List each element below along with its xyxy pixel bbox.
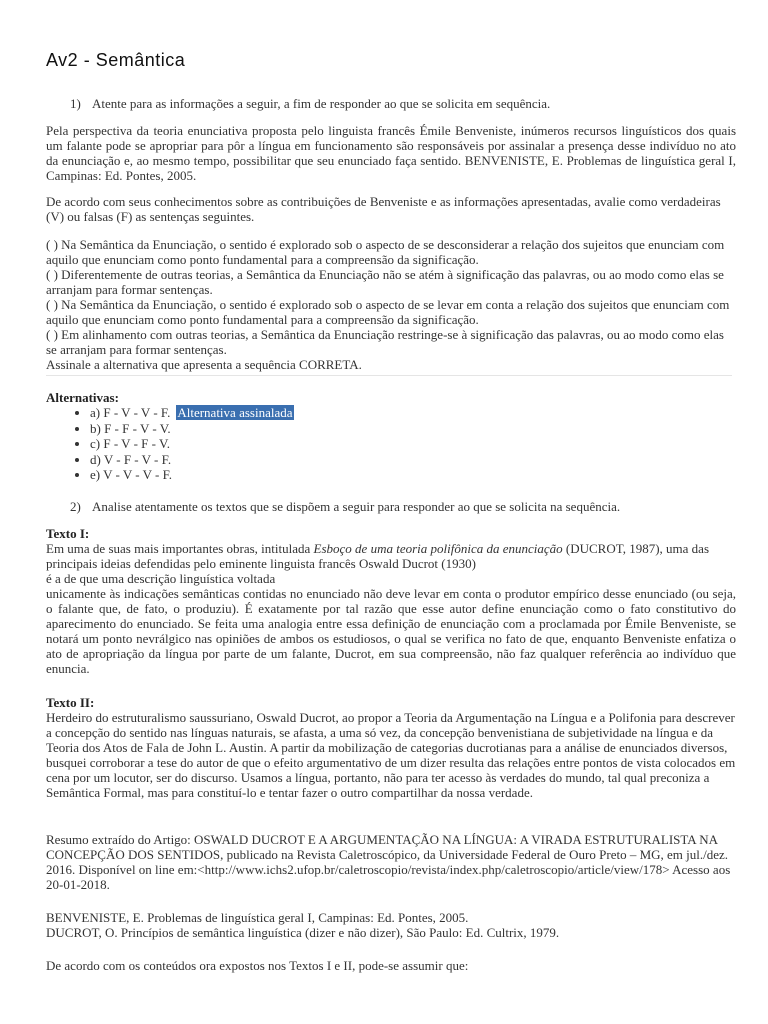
reference-ducrot: DUCROT, O. Princípios de semântica linguística (dizer e não dizer), São Paulo: Ed. Cultrix, 1979. [46,925,560,940]
divider [46,375,732,376]
statement-2: ( ) Diferentemente de outras teorias, a Semântica da Enunciação não se atém à significação das palavras, ou ao modo como elas se arranjam para formar sentenças. [46,267,724,297]
statement-1: ( ) Na Semântica da Enunciação, o sentido é explorado sob o aspecto de se desconsiderar a relação dos sujeitos que enunciam com aquilo que enunciam como ponto fundamental para a compreensão da significação. [46,237,725,267]
question-2-closing: De acordo com os conteúdos ora expostos nos Textos I e II, pode-se assumir que: [46,958,469,973]
reference-benveniste: BENVENISTE, E. Problemas de linguística geral I, Campinas: Ed. Pontes, 2005. [46,910,469,925]
texto-1-line: é a de que uma descrição linguística voltada [46,571,276,586]
question-2-prompt [70,499,730,514]
alternative-c[interactable]: • c) F - V - F - V. [90,436,294,452]
texto-1-intro: Em uma de suas mais importantes obras, intitulada Esboço de uma teoria polifônica da enunciação (DUCROT, 1987), uma das principais ideias defendidas pelo eminente linguista francês Oswald Ducrot (1930) [46,541,710,571]
question-1-prompt [70,96,730,111]
selected-answer-badge: Alternativa assinalada [177,405,293,420]
article-summary: Resumo extraído do Artigo: OSWALD DUCROT E A ARGUMENTAÇÃO NA LÍNGUA: A VIRADA ESTRUTURALISTA NA CONCEPÇÃO DOS SENTIDOS, publicado na Revista Caletroscópico, da Universidade Federal de Ouro Preto – MG, em jul./dez. 2016. Disponível on line em:<http://www.ichs2.ufop.br/caletroscopio/revista/index.php/caletroscopio/article/view/178> Acesso aos 20-01-2018. [46,832,731,892]
question-1-prompt-text: Atente para as informações a seguir, a fim de responder ao que se solicita em sequência. [92,96,551,111]
book-title: Esboço de uma teoria polifônica da enunciação [313,541,563,556]
question-2-number: 2) [70,499,81,514]
page-title: Av2 - Semântica [46,50,186,70]
question-1-context: Pela perspectiva da teoria enunciativa proposta pelo linguista francês Émile Benveniste, inúmeros recursos linguísticos dos quais um falante pode se apropriar para pôr a língua em funcionamento são responsáveis por assinalar a presença desse indivíduo no ato da enunciação e, ao mesmo tempo, possibilitar que seu enunciado faça sentido. BENVENISTE, E. Problemas de linguística geral I, Campinas: Ed. Pontes, 2005. [46,123,736,183]
alternatives-list [46,405,294,483]
question-1-final-instruction: Assinale a alternativa que apresenta a sequência CORRETA. [46,357,362,372]
alternative-b[interactable]: • b) F - F - V - V. [90,421,294,437]
statement-4: ( ) Em alinhamento com outras teorias, a Semântica da Enunciação restringe-se à significação das palavras, ou ao modo como elas se arranjam para formar sentenças. [46,327,724,357]
texto-2-label: Texto II: [46,695,95,710]
alternatives-label: Alternativas: [46,390,119,405]
texto-1-label: Texto I: [46,526,90,541]
statement-3: ( ) Na Semântica da Enunciação, o sentido é explorado sob o aspecto de se levar em conta a relação dos sujeitos que enunciam com aquilo que enunciam como ponto fundamental para a compreensão da significação. [46,297,730,327]
texto-1-body: unicamente às indicações semânticas contidas no enunciado não deve levar em conta o produtor empírico desse enunciado (ou seja, o falante que, de fato, o produziu). É exatamente por tal razão que esse autor define enunciação como o fato constitutivo do aparecimento do enunciado. Se feita uma analogia entre essa definição de enunciação com a proclamada por Émile Benveniste, se notará um ponto nevrálgico nas opiniões de ambos os estudiosos, o qual se verifica no fato de que, enquanto Benveniste enfatiza o ato de apropriação da língua por parte de um falante, Ducrot, em sua compreensão, não faz qualquer referência ao indivíduo que enuncia. [46,586,736,676]
alternative-e[interactable]: • e) V - V - V - F. [90,467,294,483]
question-2-prompt-text: Analise atentamente os textos que se dispõem a seguir para responder ao que se solicita na sequência. [92,499,621,514]
question-1-instructions: De acordo com seus conhecimentos sobre as contribuições de Benveniste e as informações apresentadas, avalie como verdadeiras (V) ou falsas (F) as sentenças seguintes. [46,194,721,224]
question-1-statements [46,237,736,372]
references [46,910,736,940]
alternative-d[interactable]: • d) V - F - V - F. [90,452,294,468]
texto-1 [46,526,736,676]
alternative-a[interactable]: • a) F - V - V - F. Alternativa assinalada [90,405,294,421]
texto-2-body: Herdeiro do estruturalismo saussuriano, Oswald Ducrot, ao propor a Teoria da Argumentação na Língua e a Polifonia para descrever a concepção do sentido nas línguas naturais, se afasta, a uma só vez, da concepção benvenistiana de subjetividade na língua e da Teoria dos Atos de Fala de John L. Austin. A partir da mobilização de categorias ducrotianas para a análise de enunciados diversos, busquei corroborar a tese do autor de que o efeito argumentativo de um dizer resulta das relações entre pontos de vista colocados em cena por um locutor, ser do discurso. Usamos a língua, portanto, não para ter acesso às verdades do mundo, tal qual preconiza a Semântica Formal, mas para constituí-lo e tentar fazer o outro compartilhar da nossa verdade. [46,710,736,800]
texto-2 [46,695,736,800]
question-1-number: 1) [70,96,81,111]
